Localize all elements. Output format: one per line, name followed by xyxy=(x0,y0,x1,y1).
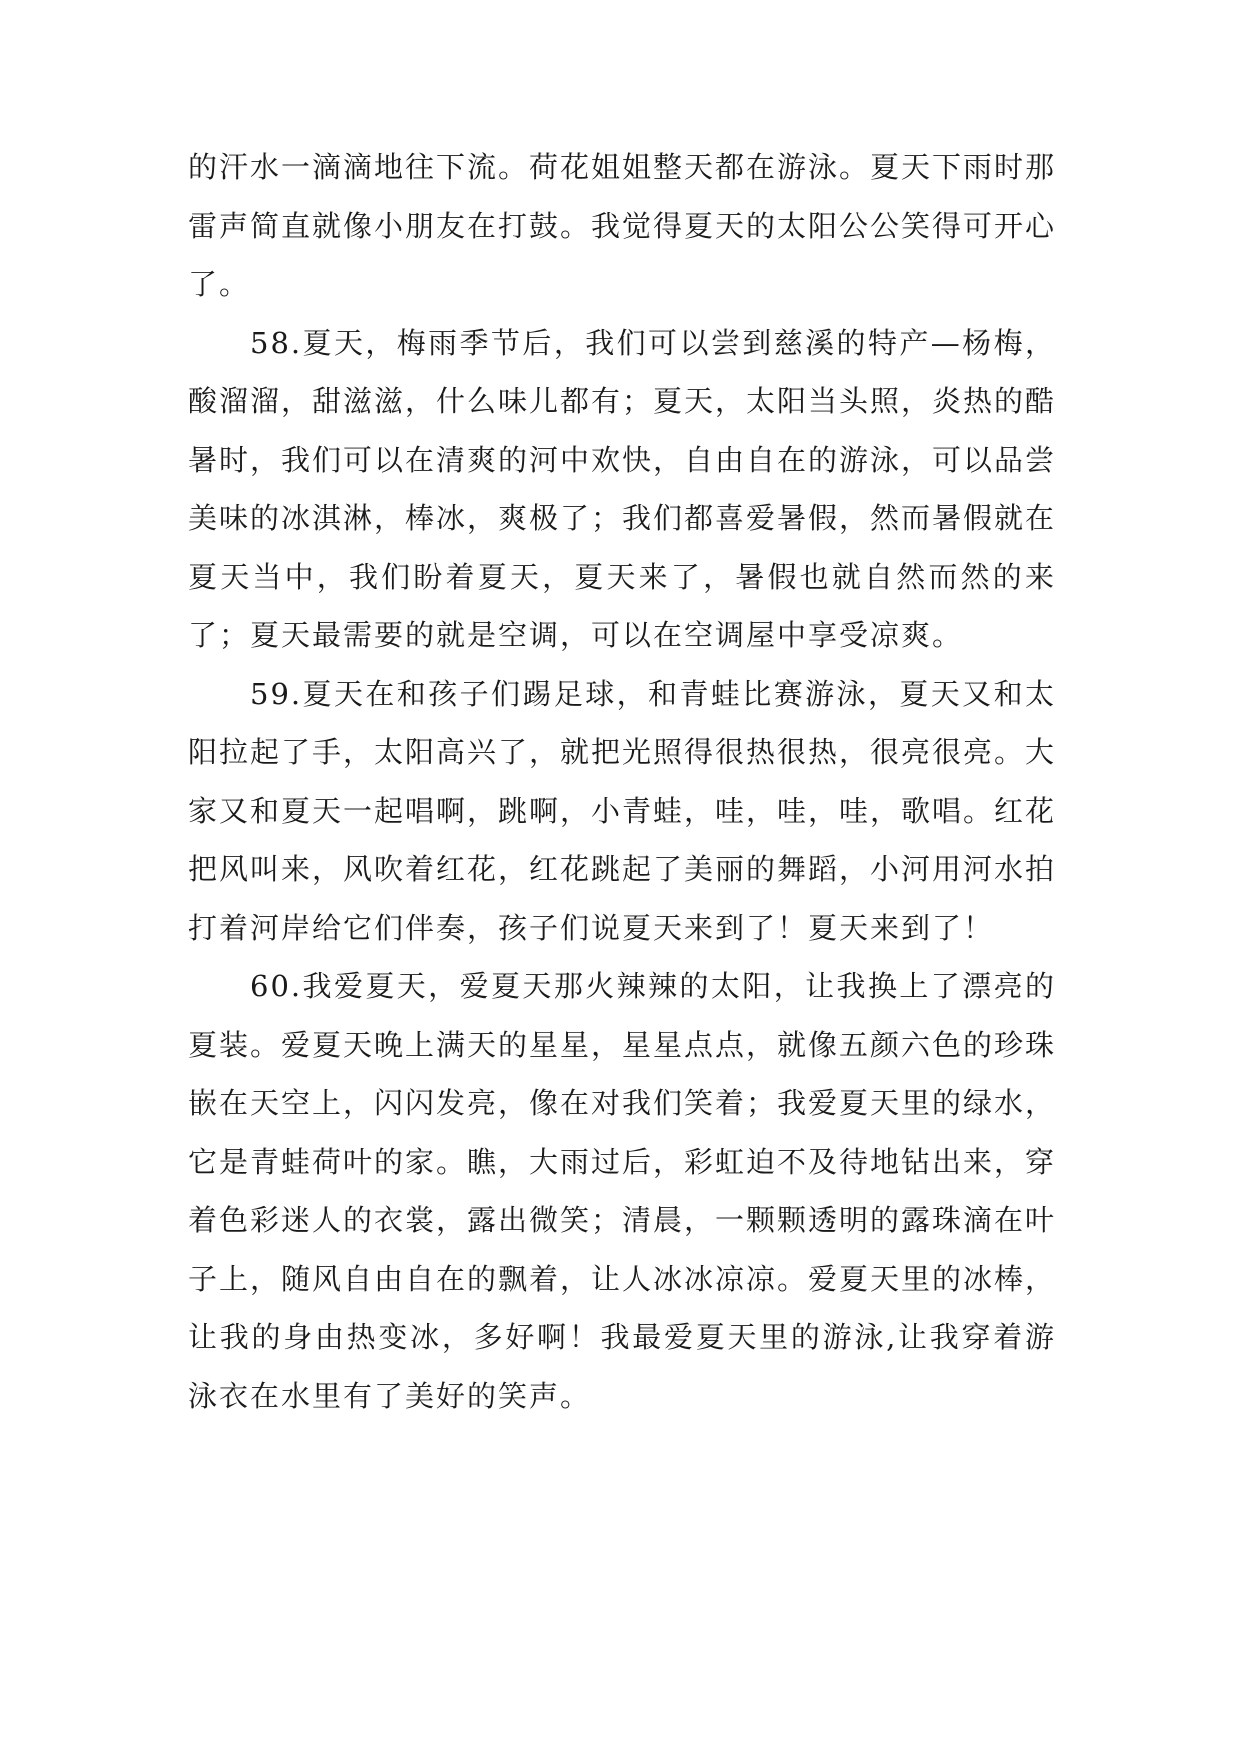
paragraph-59: 59.夏天在和孩子们踢足球，和青蛙比赛游泳，夏天又和太阳拉起了手，太阳高兴了，就把光照得很热很热，很亮很亮。大家又和夏天一起唱啊，跳啊，小青蛙，哇，哇，哇，歌唱。红花把风叫来，风吹着红花，红花跳起了美丽的舞蹈，小河用河水拍打着河岸给它们伴奏，孩子们说夏天来到了！夏天来到了！ xyxy=(188,676,1057,945)
paragraph-60: 60.我爱夏天，爱夏天那火辣辣的太阳，让我换上了漂亮的夏装。爱夏天晚上满天的星星，星星点点，就像五颜六色的珍珠嵌在天空上，闪闪发亮，像在对我们笑着；我爱夏天里的绿水，它是青蛙荷叶的家。瞧，大雨过后，彩虹迫不及待地钻出来，穿着色彩迷人的衣裳，露出微笑；清晨，一颗颗透明的露珠滴在叶子上，随风自由自在的飘着，让人冰冰凉凉。爱夏天里的冰棒，让我的身由热变冰，多好啊！我最爱夏天里的游泳,让我穿着游泳衣在水里有了美好的笑声。 xyxy=(188,969,1057,1413)
paragraph-continuation: 的汗水一滴滴地往下流。荷花姐姐整天都在游泳。夏天下雨时那雷声简直就像小朋友在打鼓。我觉得夏天的太阳公公笑得可开心了。 xyxy=(188,150,1057,301)
paragraph-58: 58.夏天，梅雨季节后，我们可以尝到慈溪的特产—杨梅，酸溜溜，甜滋滋，什么味儿都有；夏天，太阳当头照，炎热的酷暑时，我们可以在清爽的河中欢快，自由自在的游泳，可以品尝美味的冰淇淋，棒冰，爽极了；我们都喜爱暑假，然而暑假就在夏天当中，我们盼着夏天，夏天来了，暑假也就自然而然的来了；夏天最需要的就是空调，可以在空调屋中享受凉爽。 xyxy=(188,325,1057,652)
document-page xyxy=(188,138,1056,1425)
